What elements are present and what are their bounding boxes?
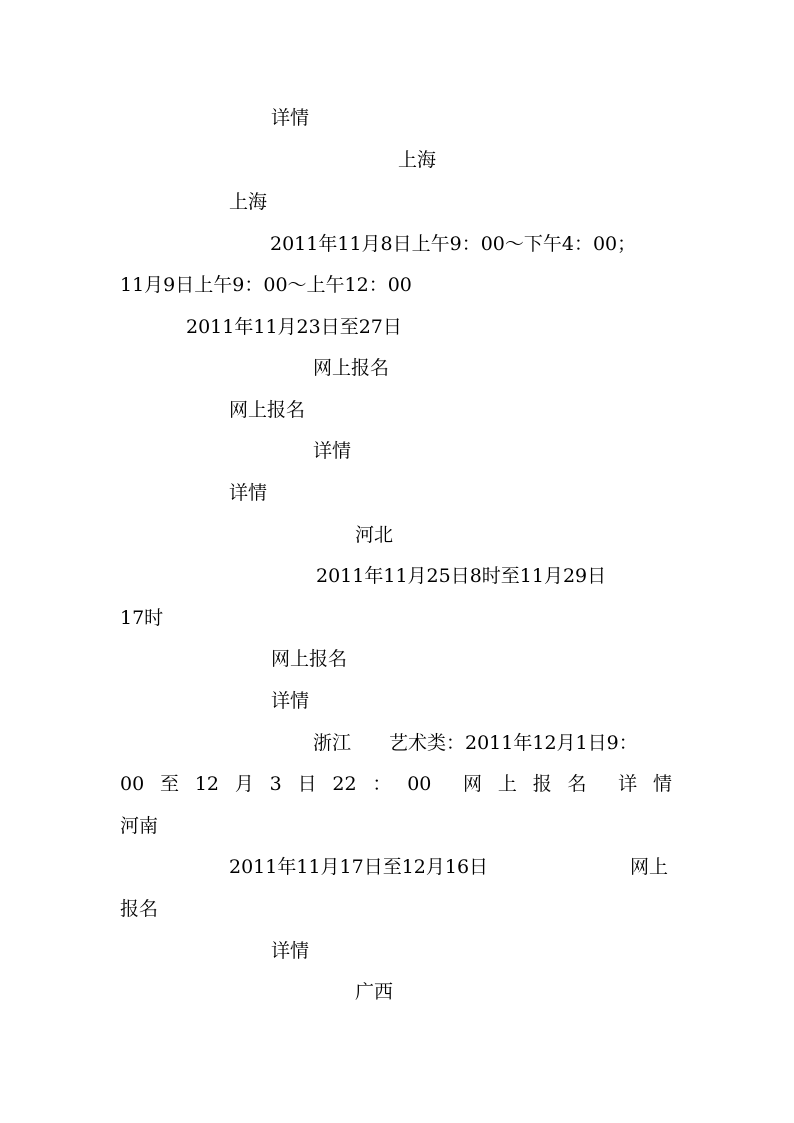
text-line-15: 详情	[271, 690, 310, 712]
text-line-1: 详情	[271, 107, 310, 129]
line17-token-5: 3	[269, 773, 282, 795]
text-line-22: 广西	[355, 981, 394, 1003]
line17-token-1: 00	[120, 773, 145, 795]
text-line-9: 详情	[313, 440, 352, 462]
text-line-3: 上海	[229, 191, 268, 213]
text-line-17	[120, 772, 672, 796]
line17-token-15: 情	[652, 773, 672, 795]
text-line-11: 河北	[355, 524, 394, 546]
text-line-19: 2011年11月17日至12月16日	[229, 856, 489, 878]
text-line-8: 网上报名	[229, 399, 306, 421]
line17-token-3: 12	[194, 773, 220, 795]
text-line-12: 2011年11月25日8时至11月29日	[316, 565, 607, 587]
text-line-6: 2011年11月23日至27日	[186, 316, 402, 338]
text-line-20: 报名	[120, 898, 159, 920]
line17-token-2: 至	[160, 773, 180, 795]
line17-token-10: 网	[463, 773, 483, 795]
text-line-21: 详情	[271, 940, 310, 962]
line17-token-12: 报	[532, 773, 552, 795]
text-line-10: 详情	[229, 482, 268, 504]
line17-token-14: 详	[618, 773, 638, 795]
text-line-7: 网上报名	[313, 357, 390, 379]
text-line-18: 河南	[120, 815, 159, 837]
line17-token-7: 22	[332, 773, 357, 795]
text-line-13: 17时	[120, 607, 164, 629]
text-line-2: 上海	[398, 149, 437, 171]
line17-token-13: 名	[567, 773, 587, 795]
line17-token-4: 月	[234, 773, 254, 795]
text-line-4: 2011年11月8日上午9：00～下午4：00；	[270, 233, 637, 255]
text-line-16: 浙江 艺术类：2011年12月1日9：	[313, 732, 638, 754]
line17-token-6: 日	[297, 773, 317, 795]
text-line-19-tail: 网上	[630, 856, 669, 878]
line17-token-8: ：	[372, 773, 392, 795]
line17-token-11: 上	[497, 773, 517, 795]
text-line-14: 网上报名	[271, 648, 348, 670]
line17-token-9: 00	[407, 773, 432, 795]
text-line-5: 11月9日上午9：00～上午12：00	[120, 274, 412, 296]
